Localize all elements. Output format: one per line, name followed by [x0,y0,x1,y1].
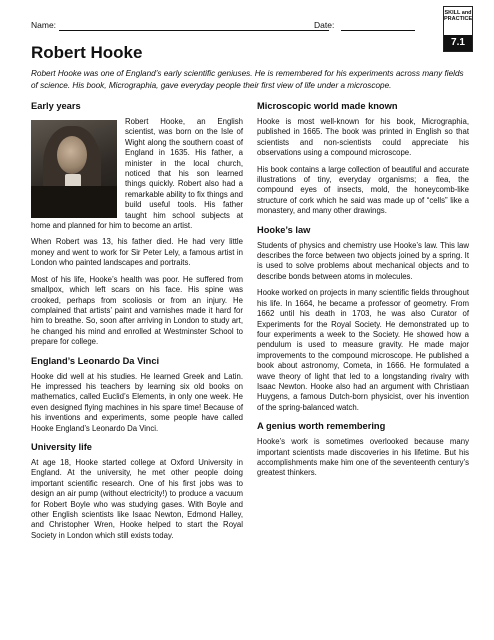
name-label: Name: [31,20,57,30]
paragraph: Hooke worked on projects in many scientific fields throughout his life. In 1664, he became a professor of geometry. From 1662 until his death in 1703, he was also Curator of Experiments for the Royal Society. He demonstrated up to four experiments a week to the Society. He showed how a pendulum is used to measure gravity. He made major improvements to the compound microscope. He published a book about astronomy, Cometa, in 1666. He formulated a wave theory of light that led to a longstanding rivalry with Isaac Newton. Hooke also had an argument with Christiaan Huygens, a famous Dutch-born physicist, over his invention of the spring-balanced watch. [257,288,469,412]
section-heading-genius: A genius worth remembering [257,421,386,432]
paragraph: Hooke is most well-known for his book, Micrographia, published in 1665. The book was printed in English so that scientists and non-scientists could appreciate his observations using a compound microscope. [257,117,469,158]
section-heading-hookes-law: Hooke’s law [257,224,311,235]
paragraph: Hooke did well at his studies. He learned Greek and Latin. He impressed his teachers by learning six old books on mathematics, called Euclid’s Elements, in only one week. He even designed flying machines in his spare time! Because of his inventions and experiments, some people have called Hooke England’s Leonardo Da Vinci. [31,371,243,433]
paragraph: Students of physics and chemistry use Hooke’s law. This law describes the force between two objects joined by a spring. It is used to solve problems about mechanical objects and to describe bonds between atoms in molecules. [257,240,469,281]
paragraph: Most of his life, Hooke’s health was poor. He suffered from smallpox, which left scars on his face. His spine was crooked, perhaps from scoliosis or from an injury. He complained that artists’ paint and varnishes made it hard for him to breathe. So, soon after arriving in London to study art, he changed his mind and enrolled at Westminster School to prepare for college. [31,274,243,347]
section-heading-da-vinci: England’s Leonardo Da Vinci [31,355,160,366]
paragraph: His book contains a large collection of beautiful and accurate illustrations of tiny, everyday organisms; a flea, the compound eyes of insects, mold, the honeycomb-like structure of cork which he said was made up of “cells” like a monastery, and many other drawings. [257,164,469,216]
badge-line-1: SKILL and [444,10,472,16]
name-field-line[interactable] [59,30,329,31]
date-field-line[interactable] [341,30,415,31]
left-column [31,100,243,547]
skill-practice-badge [443,6,473,52]
badge-line-2: PRACTICE [444,16,473,22]
paragraph: When Robert was 13, his father died. He had very little money and went to work for Sir Peter Lely, a famous artist in London who painted landscapes and portraits. [31,237,243,268]
worksheet-header [31,18,463,32]
robert-hooke-portrait [31,120,117,218]
right-column [257,100,469,485]
paragraph: At age 18, Hooke started college at Oxford University in England. At the university, he met other people doing important scientific research. One of his first jobs was to design an air pump (without electricity!) to produce a vacuum for Robert Boyle who was studying gases. With Boyle and other English scientists like Isaac Newton, Edmond Halley, and Christopher Wren, Hooke helped to start the Royal Society in London which still exists today. [31,457,243,540]
section-heading-early-years: Early years [31,101,81,111]
date-label: Date: [314,20,335,30]
paragraph: Hooke’s work is sometimes overlooked because many important scientists made discoveries in his lifetime. But his accomplishments make him one of the seventeenth century’s greatest thinkers. [257,437,469,478]
badge-number: 7.1 [444,35,472,51]
section-heading-university-life: University life [31,441,92,452]
section-heading-microscopic-world: Microscopic world made known [257,101,398,111]
page-title: Robert Hooke [31,43,143,62]
intro-paragraph: Robert Hooke was one of England’s early scientific geniuses. He is remembered for his experiments across many fields of science. His book, Micrographia, gave everyday people their first view of life under a microscope. [31,69,464,90]
paragraph: Robert Hooke, an English scientist, was born on the Isle of Wight along the southern coast of England in 1635. His father, a minister in the local church, noticed that his son learned things quickly. Robert also had a remarkable ability to fix things and build useful tools. His father taught him school subjects at home and planned for him to become an artist. [31,117,243,231]
